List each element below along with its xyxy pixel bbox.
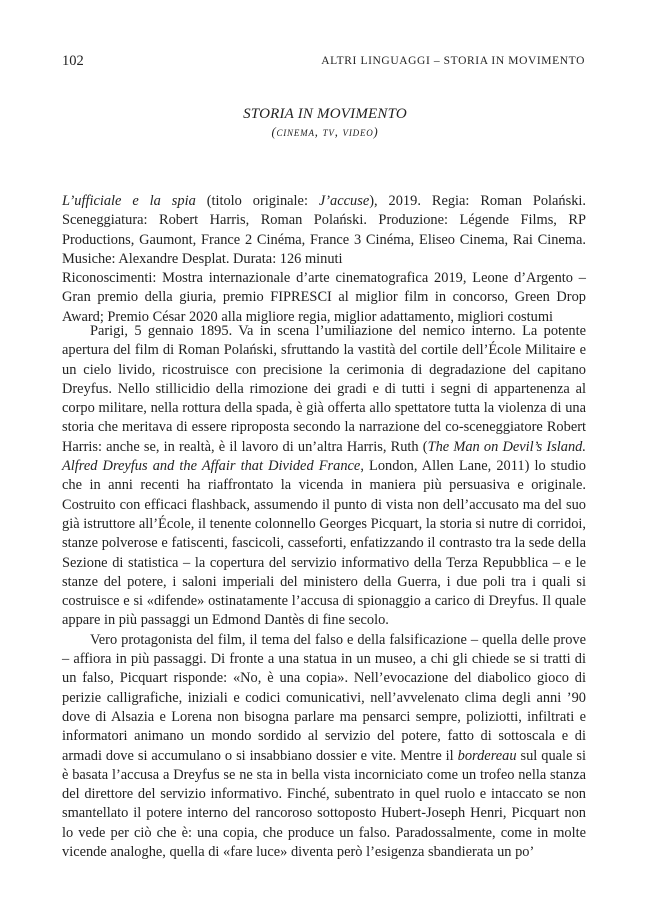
paragraph-2 <box>62 631 586 863</box>
section-title: STORIA IN MOVIMENTO <box>243 106 407 122</box>
section-subtitle: (cinema, tv, video) <box>271 125 379 139</box>
film-card <box>62 192 586 327</box>
paragraph-1 <box>62 322 586 631</box>
page-number: 102 <box>62 53 84 69</box>
book-title: The Man on Devil’s Island. Alfred Dreyfus and the Affair that Divided France <box>62 438 586 475</box>
film-details: ), 2019. Regia: Roman Polański. Sceneggiatura: Robert Harris, Roman Polański. Produzione: Légende Films, RP Productions, Gaumont, France 2 Cinéma, France 3 Cinéma, Eliseo Cinema, Rai Cinema. Musiche: Alexandre Desplat. Durata: 126 minuti <box>62 193 586 267</box>
paragraph-1-part-b: , London, Allen Lane, 2011) lo studio che in anni recenti ha riaffrontato la vicenda in maniera più persuasiva e originale. Costruito con efficaci flashback, assumendo il punto di vista non dell’accusato ma del suo già istruttore all’École, il tenente colonnello Georges Picquart, la storia si nutre di corridoi, stanze polverose e fatiscenti, fascicoli, casseforti, enfatizzando il contrasto tra la sede della Sezione di statistica – la copertura del servizio informativo della Terza Repubblica – e le stanze del potere, i saloni imperiali del ministero della Guerra, i due poli tra i quali si costruisce e si «difende» ostinatamente l’accusa di spionaggio a carico di Dreyfus. Il quale appare in più passaggi un Edmond Dantès di fine secolo. <box>62 458 586 629</box>
film-credits <box>62 192 586 269</box>
paragraph-2-part-b: sul quale si è basata l’accusa a Dreyfus se ne sta in bella vista incorniciato come un trofeo nella stanza del direttore del servizio informativo. Finché, subentrato in quel ruolo e intaccato se non smantellato il potere interno del rancoroso sottoposto Hubert-Joseph Henri, Picquart non lo vede per ciò che è: una copia, che produce un falso. Paradossalmente, come in molte vicende analoghe, quella di «fare luce» diventa però l’esigenza sbandierata un po’ <box>62 747 586 861</box>
running-header: ALTRI LINGUAGGI – STORIA IN MOVIMENTO <box>321 55 585 67</box>
film-title-italian: L’ufficiale e la spia <box>62 193 196 209</box>
original-title-prefix: (titolo originale: <box>195 193 319 209</box>
film-awards: Riconoscimenti: Mostra internazionale d’arte cinematografica 2019, Leone d’Argento – Gran premio della giuria, premio FIPRESCI al miglior film in concorso, Green Drop Award; Premio César 2020 alla migliore regia, miglior adattamento, migliori costumi <box>62 270 586 325</box>
article-body <box>62 322 586 862</box>
paragraph-2-part-a: Vero protagonista del film, il tema del falso e della falsificazione – quella delle prove – affiora in più passaggi. Di fronte a una statua in un museo, a chi gli chiede se si tratti di un falso, Picquart risponde: «No, è una copia». Nell’evocazione del diabolico gioco di perizie calligrafiche, iniziali e codici comunicativi, nell’avvelenato clima degli anni ’90 dove di Alsazia e Lorena non bisogna parlare ma pensarci sempre, poliziotti, infiltrati e informatori animano un mondo sordido al servizio del potere, fatto di sottoscala e di armadi dove si accumulano o si insabbiano dossier e vite. Mentre il <box>62 631 586 764</box>
bordereau-term: bordereau <box>457 747 517 764</box>
paragraph-1-part-a: Parigi, 5 gennaio 1895. Va in scena l’umiliazione del nemico interno. La potente apertura del film di Roman Polański, sfruttando la vastità del cortile dell’École Militaire e un cielo livido, ricostruisce con precisione la cerimonia di degradazione del capitano Dreyfus. Nello stillicidio della rimozione dei gradi e di tutti i segni di appartenenza al corpo militare, nella rottura della spada, è già offerta allo spettatore tutta la violenza di una storia che meritava di essere riproposta secondo la narrazione del co-sceneggiatore Robert Harris: anche se, in realtà, è il lavoro di un’altra Harris, Ruth ( <box>62 323 586 455</box>
film-title-original: J’accuse <box>318 193 370 209</box>
